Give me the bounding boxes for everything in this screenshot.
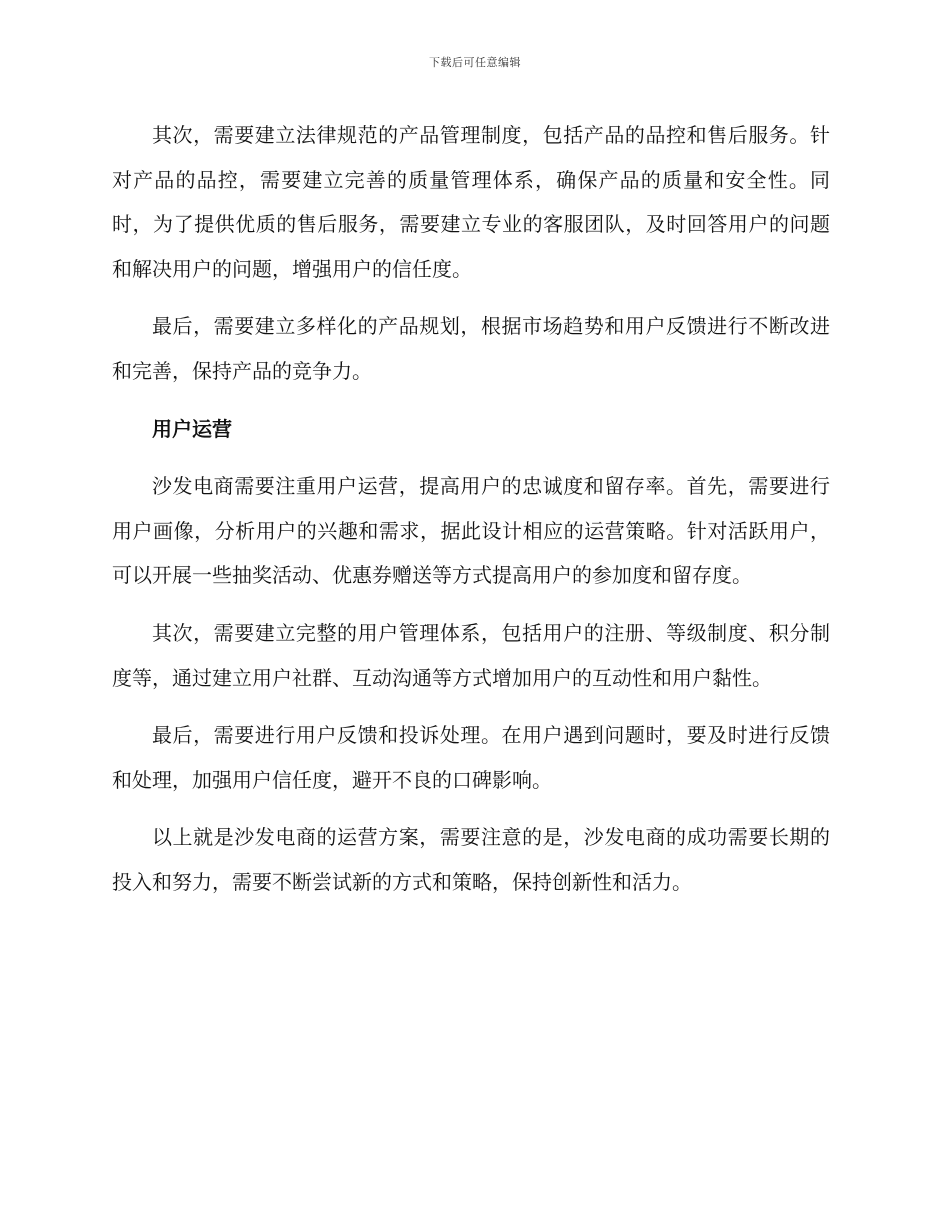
paragraph-product-planning: 最后，需要建立多样化的产品规划，根据市场趋势和用户反馈进行不断改进和完善，保持产品的竞争力。 bbox=[112, 314, 830, 383]
paragraph-user-operation-intro: 沙发电商需要注重用户运营，提高用户的忠诚度和留存率。首先，需要进行用户画像，分析用户的兴趣和需求，据此设计相应的运营策略。针对活跃用户，可以开展一些抽奖活动、优惠券赠送等方式提高用户的参加度和留存度。 bbox=[112, 474, 830, 588]
section-heading-user-operation: 用户运营 bbox=[152, 416, 232, 441]
paragraph-product-management: 其次，需要建立法律规范的产品管理制度，包括产品的品控和售后服务。针对产品的品控，需要建立完善的质量管理体系，确保产品的质量和安全性。同时，为了提供优质的售后服务，需要建立专业的客服团队，及时回答用户的问题和解决用户的问题，增强用户的信任度。 bbox=[112, 123, 830, 281]
paragraph-user-management: 其次，需要建立完整的用户管理体系，包括用户的注册、等级制度、积分制度等，通过建立用户社群、互动沟通等方式增加用户的互动性和用户黏性。 bbox=[112, 620, 830, 690]
document-body bbox=[112, 113, 830, 918]
page-header: 下载后可任意编辑 bbox=[429, 56, 521, 69]
paragraph-user-feedback: 最后，需要进行用户反馈和投诉处理。在用户遇到问题时，要及时进行反馈和处理，加强用户信任度，避开不良的口碑影响。 bbox=[112, 723, 830, 792]
paragraph-conclusion: 以上就是沙发电商的运营方案，需要注意的是，沙发电商的成功需要长期的投入和努力，需要不断尝试新的方式和策略，保持创新性和活力。 bbox=[112, 825, 830, 894]
